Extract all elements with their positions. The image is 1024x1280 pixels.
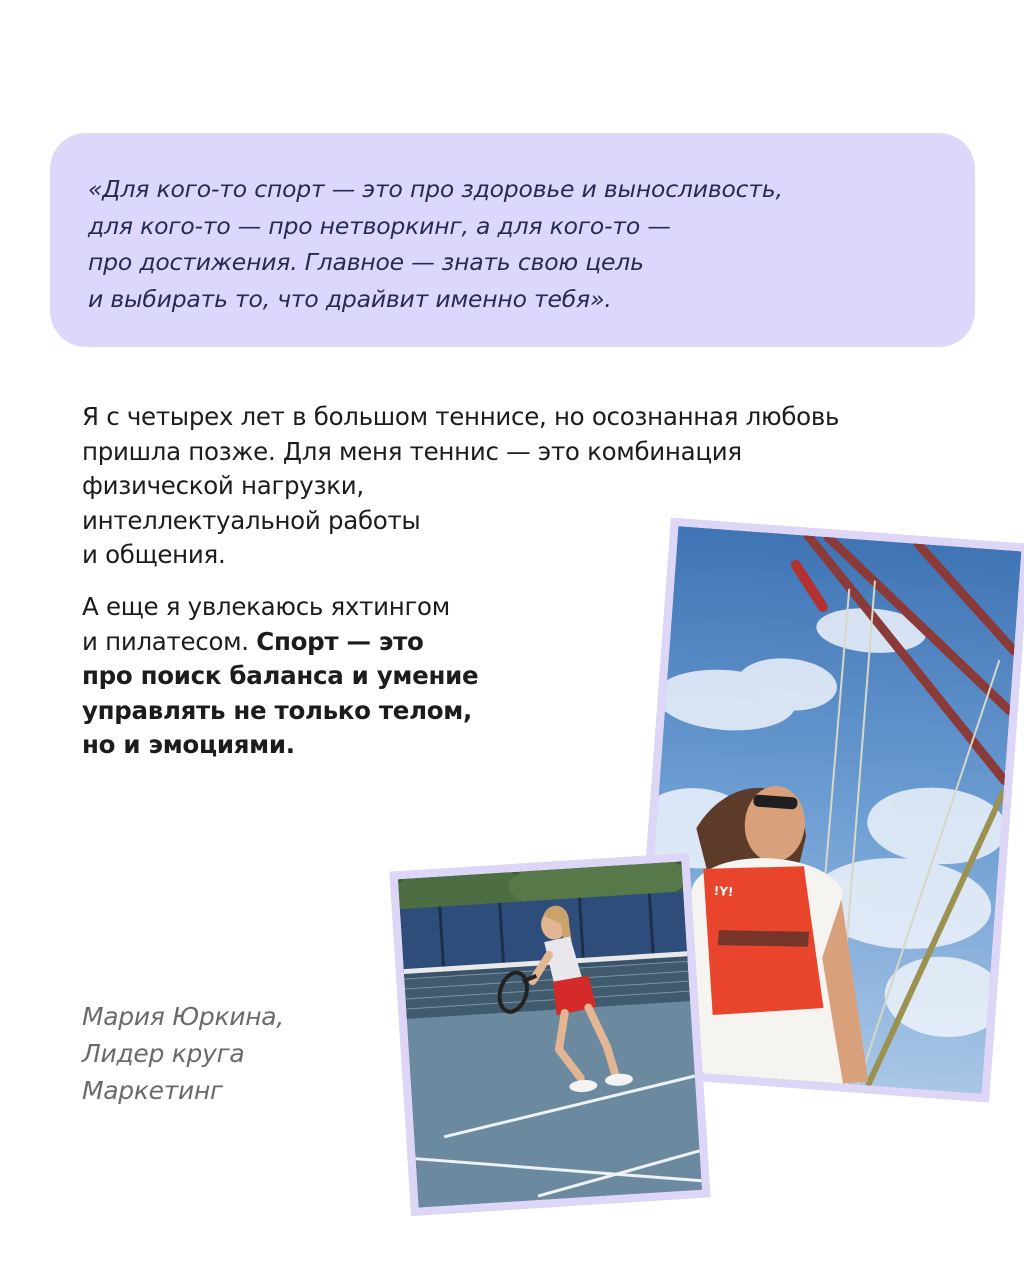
paragraph-line: Я с четырех лет в большом теннисе, но осознанная любовь	[82, 402, 840, 431]
paragraph-line-bold: но и эмоциями.	[82, 730, 295, 759]
paragraph-line-bold: Спорт — это	[256, 626, 424, 656]
quote-card	[50, 133, 975, 347]
paragraph-line-regular: и пилатесом.	[82, 626, 257, 656]
tennis-photo	[389, 853, 710, 1216]
paragraph-line-bold: про поиск баланса и умение	[82, 661, 479, 690]
vest-logo: !Y!	[713, 883, 734, 900]
paragraph-hobbies	[82, 590, 478, 763]
signature-name: Мария Юркина,	[82, 1002, 284, 1031]
paragraph-line: А еще я увлекаюсь яхтингом	[82, 592, 450, 621]
paragraph-line: физической нагрузки,	[82, 471, 364, 500]
quote-text	[88, 171, 948, 317]
quote-line: «Для кого-то спорт — это про здоровье и выносливость,	[88, 175, 783, 203]
paragraph-line-bold: управлять не только телом,	[82, 695, 473, 725]
paragraph-line: и общения.	[82, 540, 226, 569]
quote-line: про достижения. Главное — знать свою цель	[88, 248, 644, 276]
quote-line: для кого-то — про нетворкинг, а для кого-то —	[88, 211, 671, 240]
signature-role: Лидер круга	[82, 1039, 245, 1068]
paragraph-line: интеллектуальной работы	[82, 505, 421, 535]
quote-line: и выбирать то, что драйвит именно тебя».	[88, 284, 612, 313]
signature-department: Маркетинг	[82, 1076, 223, 1105]
paragraph-line-mixed	[82, 625, 478, 660]
tennis-photo-illustration	[398, 861, 702, 1207]
paragraph-line: пришла позже. Для меня теннис — это комбинация	[82, 436, 742, 466]
signature	[82, 998, 284, 1109]
